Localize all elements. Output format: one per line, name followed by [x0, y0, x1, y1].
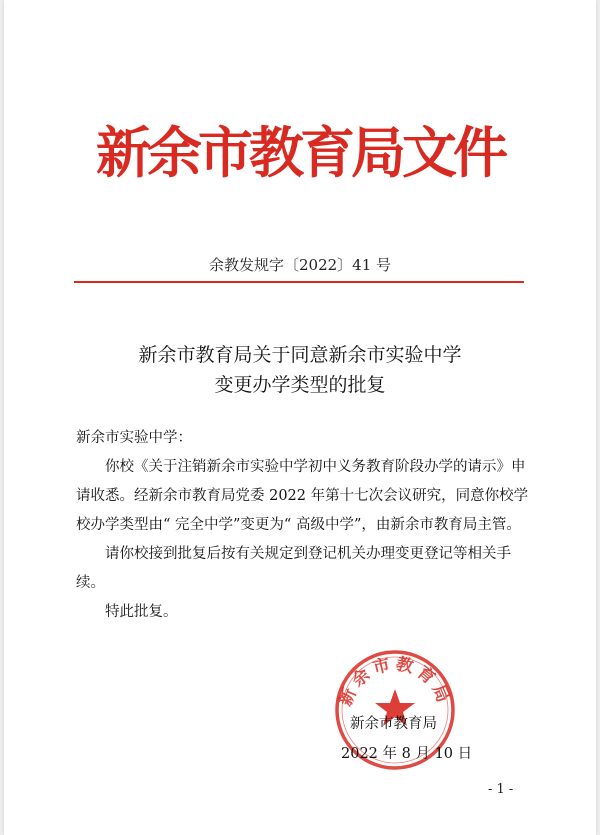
- document-title-line-1: 新余市教育局关于同意新余市实验中学: [138, 344, 462, 366]
- page-number: - 1 -: [488, 782, 514, 797]
- document-title: [4, 340, 596, 400]
- body-paragraph: 你校《关于注销新余市实验中学初中义务教育阶段办学的请示》申请收悉。经新余市教育局党委 2022 年第十七次会议研究，同意你校学校办学类型由“ 完全中学”变更为“ 高级中学”，由新余市教育局主管。: [76, 459, 529, 533]
- signature-organization: 新余市教育局: [350, 716, 437, 732]
- body-paragraph: 特此批复。: [105, 604, 178, 620]
- document-page: [4, 0, 596, 835]
- document-title-line-2: 变更办学类型的批复: [214, 374, 386, 396]
- body-paragraph: 请你校接到批复后按有关规定到登记机关办理变更登记等相关手续。: [76, 546, 511, 591]
- document-header-title: 新余市教育局文件: [95, 120, 504, 185]
- red-divider-line: [74, 281, 524, 283]
- seal-text: 新余市教育局: [335, 654, 455, 710]
- signature-date: 2022 年 8 月 10 日: [341, 746, 473, 762]
- recipient-line: 新余市实验中学：: [76, 430, 192, 446]
- document-number: 余教发规字〔2022〕41 号: [208, 256, 392, 274]
- document-body: [76, 424, 534, 627]
